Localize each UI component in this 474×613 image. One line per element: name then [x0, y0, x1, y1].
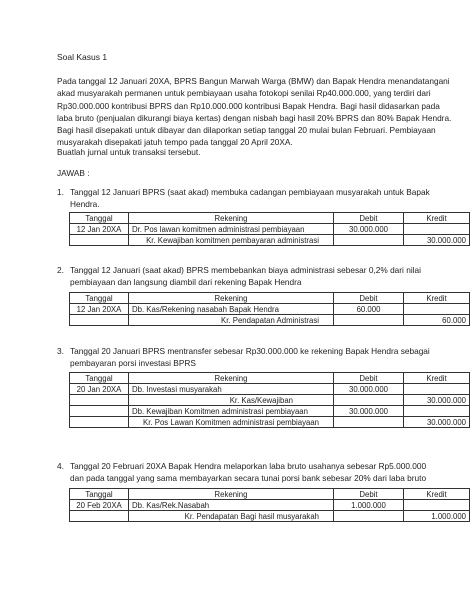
- instruction-text: Buatlah jurnal untuk transaksi tersebut.: [57, 147, 201, 157]
- question-number: 2.: [57, 265, 64, 275]
- header-kredit: Kredit: [404, 213, 470, 224]
- cell-rekening: Db. Kas/Rek.Nasabah: [129, 500, 334, 511]
- cell-tanggal: 20 Feb 20XA: [70, 500, 129, 511]
- answer-label: JAWAB :: [57, 168, 90, 178]
- question-line: Tanggal 12 Januari (saat akad) BPRS membebankan biaya administrasi sebesar 0,2% dari nilai: [70, 265, 421, 275]
- cell-tanggal: 12 Jan 20XA: [70, 224, 129, 235]
- cell-rekening: Db. Investasi musyarakah: [129, 384, 334, 395]
- cell-rekening: Kr. Pendapatan Bagi hasil musyarakah: [129, 511, 334, 522]
- cell-tanggal: [70, 511, 129, 522]
- cell-kredit: 30.000.000: [404, 235, 470, 246]
- cell-debit: [334, 395, 404, 406]
- paragraph-line: musyarakah disepakati jatuh tempo pada tanggal 20 April 20XA.: [57, 137, 293, 148]
- table-row: [70, 406, 470, 417]
- header-kredit: Kredit: [404, 373, 470, 384]
- header-tanggal: Tanggal: [70, 489, 129, 500]
- question-line: Tanggal 12 Januari BPRS (saat akad) membuka cadangan pembiayaan musyarakah untuk Bapak: [70, 187, 430, 197]
- journal-table-2: [69, 292, 470, 326]
- question-line: dan pada tanggal yang sama membayarkan secara tunai porsi bank sebesar 20% dari laba bruto: [70, 473, 427, 484]
- journal-table-3: [69, 372, 470, 428]
- paragraph-line: Pada tanggal 12 Januari 20XA, BPRS Bangun Marwah Warga (BMW) dan Bapak Hendra menandatangani: [57, 76, 450, 86]
- cell-tanggal: 20 Jan 20XA: [70, 384, 129, 395]
- question-line: Hendra.: [70, 199, 100, 210]
- cell-tanggal: [70, 315, 129, 326]
- paragraph-line: Bagi hasil disepakati untuk dibayar dan dilaporkan setiap tanggal 20 mulai bulan Februari. Pembiayaan: [57, 125, 436, 136]
- question-number: 3.: [57, 346, 64, 356]
- question-line: Tanggal 20 Februari 20XA Bapak Hendra melaporkan laba bruto usahanya sebesar Rp5.000.000: [70, 461, 427, 471]
- cell-tanggal: [70, 406, 129, 417]
- table-row: [70, 224, 470, 235]
- header-debit: Debit: [334, 373, 404, 384]
- cell-debit: 30.000.000: [334, 224, 404, 235]
- header-tanggal: Tanggal: [70, 213, 129, 224]
- journal-table-4: [69, 488, 470, 522]
- header-rekening: Rekening: [129, 373, 334, 384]
- cell-kredit: [404, 384, 470, 395]
- cell-rekening: Dr. Pos lawan komitmen administrasi pembiayaan: [129, 224, 334, 235]
- table-row: [70, 315, 470, 326]
- table-row: [70, 395, 470, 406]
- cell-rekening: Kr. Kewajiban komitmen pembayaran administrasi: [129, 235, 334, 246]
- header-rekening: Rekening: [129, 293, 334, 304]
- cell-rekening: Db. Kas/Rekening nasabah Bapak Hendra: [129, 304, 334, 315]
- cell-debit: 30.000.000: [334, 406, 404, 417]
- header-rekening: Rekening: [129, 489, 334, 500]
- cell-kredit: 30.000.000: [404, 417, 470, 428]
- header-rekening: Rekening: [129, 213, 334, 224]
- question-number: 1.: [57, 187, 64, 197]
- cell-debit: [334, 315, 404, 326]
- cell-debit: [334, 511, 404, 522]
- table-row: [70, 417, 470, 428]
- table-row: [70, 384, 470, 395]
- table-row: [70, 511, 470, 522]
- paragraph-line: laba bruto (penjualan dikurangi biaya kertas) dengan nisbah bagi hasil 20% BPRS dan 80% Bapak Hendra.: [57, 112, 452, 123]
- question-line: pembayaran porsi investasi BPRS: [70, 358, 196, 369]
- header-tanggal: Tanggal: [70, 373, 129, 384]
- header-kredit: Kredit: [404, 489, 470, 500]
- cell-tanggal: [70, 235, 129, 246]
- paragraph-line: akad musyarakah permanen untuk pembiayaan usaha fotokopi senilai Rp40.000.000, yang terdiri dari: [57, 88, 431, 99]
- header-debit: Debit: [334, 293, 404, 304]
- header-debit: Debit: [334, 489, 404, 500]
- cell-rekening: Kr. Pendapatan Administrasi: [129, 315, 334, 326]
- document-title: Soal Kasus 1: [57, 52, 108, 62]
- cell-tanggal: 12 Jan 20XA: [70, 304, 129, 315]
- paragraph-line: Rp30.000.000 kontribusi BPRS dan Rp10.000.000 kontribusi Bapak Hendra. Bagi hasil didasarkan pada: [57, 100, 440, 111]
- cell-debit: [334, 417, 404, 428]
- header-debit: Debit: [334, 213, 404, 224]
- cell-kredit: [404, 224, 470, 235]
- cell-kredit: [404, 406, 470, 417]
- question-line: Tanggal 20 Januari BPRS mentransfer sebesar Rp30.000.000 ke rekening Bapak Hendra sebagai: [70, 346, 430, 356]
- cell-debit: [334, 235, 404, 246]
- cell-rekening: Db. Kewajiban Komitmen administrasi pembiayaan: [129, 406, 334, 417]
- cell-debit: 60.000: [334, 304, 404, 315]
- table-row: [70, 304, 470, 315]
- cell-rekening: Kr. Pos Lawan Komitmen administrasi pembiayaan: [129, 417, 334, 428]
- cell-kredit: [404, 304, 470, 315]
- header-kredit: Kredit: [404, 293, 470, 304]
- journal-table-1: [69, 212, 470, 246]
- table-row: [70, 500, 470, 511]
- cell-kredit: 30.000.000: [404, 395, 470, 406]
- cell-kredit: [404, 500, 470, 511]
- cell-kredit: 1.000.000: [404, 511, 470, 522]
- table-row: [70, 235, 470, 246]
- cell-kredit: 60.000: [404, 315, 470, 326]
- question-line: pembiayaan dan langsung diambil dari rekening Bapak Hendra: [70, 277, 302, 288]
- cell-debit: 1.000.000: [334, 500, 404, 511]
- cell-tanggal: [70, 417, 129, 428]
- question-number: 4.: [57, 461, 64, 471]
- header-tanggal: Tanggal: [70, 293, 129, 304]
- cell-rekening: Kr. Kas/Kewajiban: [129, 395, 334, 406]
- cell-debit: 30.000.000: [334, 384, 404, 395]
- cell-tanggal: [70, 395, 129, 406]
- case-paragraph: [57, 75, 452, 149]
